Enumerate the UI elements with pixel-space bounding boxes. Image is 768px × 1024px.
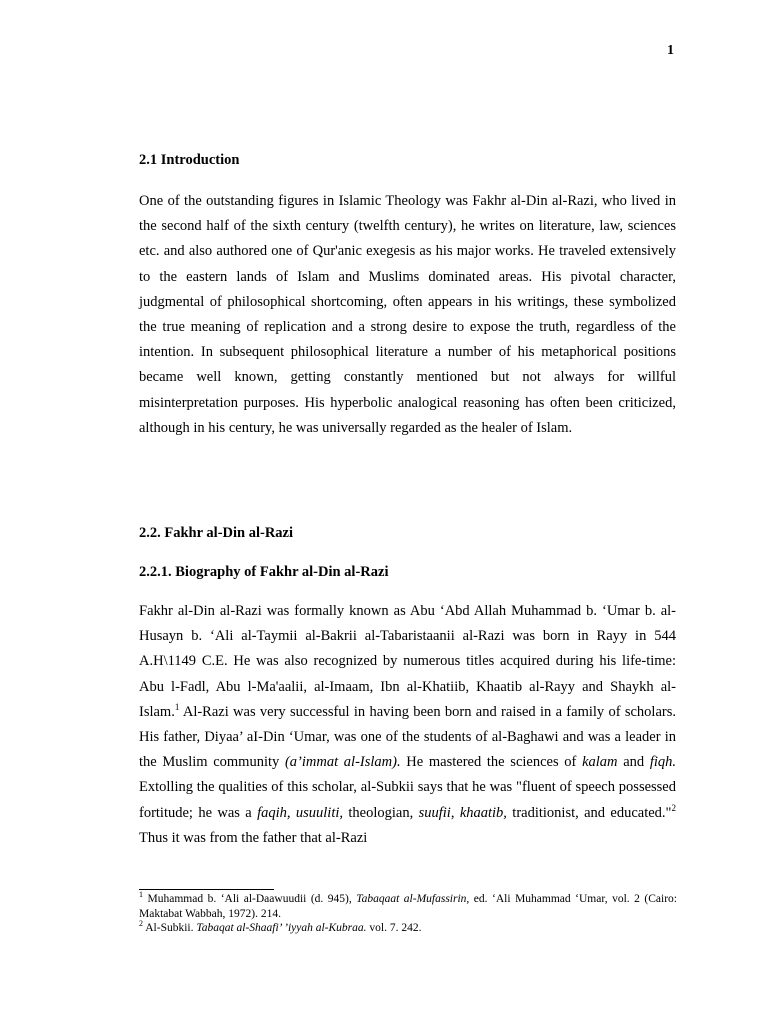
bio-text-1: Fakhr al-Din al-Razi was formally known as Abu ‘Abd Allah Muhammad b. ‘Umar b. al-Husayn b. ‘Ali al-Taymii al-Bakrii al-Tabaristaanii al-Razi was born in Rayy in 544 A.H\1149 C.E. He was also recognized by numerous titles acquired during his life-time: Abu l-Fadl, Abu l-Ma'aalii, al-Imaam, Ibn al-Khatiib, Khaatib al-Rayy and Shaykh al-Islam. <box>139 603 676 720</box>
bio-text-and: and <box>617 754 650 771</box>
footnote-separator <box>139 889 274 890</box>
bio-italic-fiqh: fiqh. <box>649 754 676 771</box>
bio-text-7: Thus it was from the father that al-Razi <box>139 829 368 846</box>
footnote-1-number: 1 <box>139 890 143 900</box>
bio-text-3: He mastered the sciences of <box>400 754 583 771</box>
footnote-ref-2[interactable]: 2 <box>671 802 676 813</box>
footnote-2 <box>139 921 677 936</box>
bio-italic-kalam: kalam <box>582 754 618 771</box>
bio-text-4: Extolling the qualities of this scholar, al-Subkii says that he was "fluent of speech possessed fortitude; he was a <box>139 779 676 821</box>
footnote-1 <box>139 892 677 921</box>
bio-italic-suufii: suufii <box>418 804 451 821</box>
footnote-2-number: 2 <box>139 919 143 929</box>
section-heading-fakhr-al-din: 2.2. Fakhr al-Din al-Razi <box>139 525 293 541</box>
footnote-2-text-b: vol. 7. 242. <box>366 922 422 934</box>
footnote-2-title: Tabaqat al-Shaafi’ ’iyyah al-Kubraa. <box>196 922 367 934</box>
footnote-1-text-a: Muhammad b. ‘Ali al-Daawuudii (d. 945), <box>143 893 357 905</box>
bio-italic-faqih: faqih, usuuliti, <box>257 804 344 821</box>
subsection-heading-biography: 2.2.1. Biography of Fakhr al-Din al-Razi <box>139 564 389 580</box>
bio-text-5: theologian, <box>343 804 419 821</box>
footnotes <box>139 892 677 936</box>
bio-text-6: traditionist, and educated." <box>506 804 672 821</box>
footnote-ref-1[interactable]: 1 <box>174 701 180 712</box>
footnote-1-title: Tabaqaat al-Mufassirin, <box>356 893 470 905</box>
section-heading-introduction: 2.1 Introduction <box>139 152 240 168</box>
page-number: 1 <box>667 43 674 58</box>
biography-paragraph <box>139 599 676 851</box>
bio-text-2: Al-Razi was very successful in having been born and raised in a family of scholars. His father, Diyaa’ aI-Din ‘Umar, was one of the students of al-Baghawi and was a leader in the Muslim community <box>139 703 676 771</box>
footnote-2-text-a: Al-Subkii. <box>143 922 197 934</box>
bio-text-comma: , <box>450 804 460 821</box>
bio-italic-immat: (a’immat al-Islam). <box>284 754 401 771</box>
bio-italic-khaatib: khaatib, <box>459 804 507 821</box>
footnote-1-text-b: ed. ‘Ali Muhammad ‘Umar, vol. 2 (Cairo: Maktabat Wabbah, 1972). 214. <box>139 893 677 920</box>
introduction-paragraph: One of the outstanding figures in Islamic Theology was Fakhr al-Din al-Razi, who lived in the second half of the sixth century (twelfth century), he writes on literature, law, sciences etc. and also authored one of Qur'anic exegesis as his major works. He traveled extensively to the eastern lands of Islam and Muslims dominated areas. His pivotal character, judgmental of philosophical shortcoming, often appears in his writings, these symbolized the true meaning of replication and a strong desire to expose the truth, regardless of the intention. In subsequent philosophical literature a number of his metaphorical positions became well known, getting constantly mentioned but not always for willful misinterpretation purposes. His hyperbolic analogical reasoning has often been criticized, although in his century, he was universally regarded as the healer of Islam. <box>139 193 676 436</box>
